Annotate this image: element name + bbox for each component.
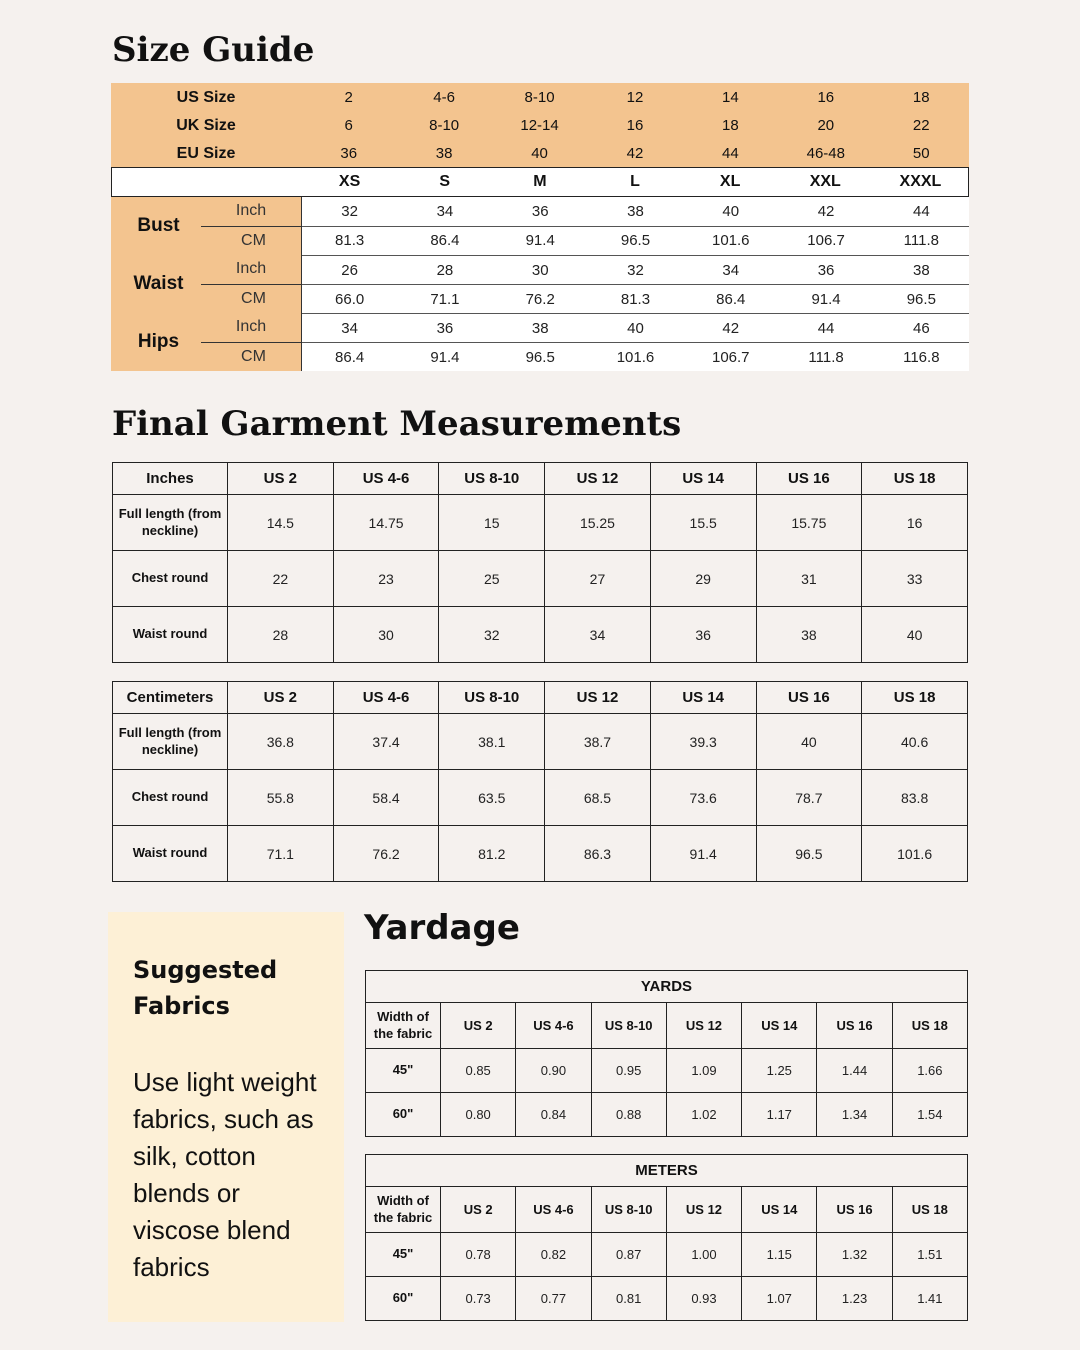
cell: 1.54 [892, 1093, 967, 1137]
cell: 33 [862, 551, 968, 607]
header-cell: US 12 [545, 682, 651, 714]
cell: 106.7 [807, 232, 845, 250]
cell: 111.8 [808, 348, 844, 366]
table-row [113, 826, 968, 882]
row-label: US Size [176, 89, 236, 106]
cell: 63.5 [439, 770, 545, 826]
cell: 12-14 [520, 116, 559, 134]
size-row-eu [111, 139, 969, 167]
cell: 40.6 [862, 714, 968, 770]
cell: 38 [912, 261, 930, 279]
cell: 6 [344, 116, 353, 134]
row-label: 45" [366, 1049, 441, 1093]
table-row [113, 551, 968, 607]
cell: 1.07 [742, 1277, 817, 1321]
letter-size: L [630, 173, 640, 190]
cell: 39.3 [650, 714, 756, 770]
cell: 16 [626, 116, 644, 134]
cell: 23 [333, 551, 439, 607]
measurement-name: Hips [111, 313, 206, 371]
cell: 8-10 [524, 88, 555, 106]
yardage-yards-table [365, 970, 968, 1137]
header-cell: US 4-6 [333, 682, 439, 714]
unit-inch: Inch [201, 255, 301, 285]
cell: 42 [722, 319, 740, 337]
cell: 38.1 [439, 714, 545, 770]
cell: 15.5 [650, 495, 756, 551]
unit-cm: CM [241, 347, 266, 365]
header-cell: US 14 [650, 682, 756, 714]
cell: 1.44 [817, 1049, 892, 1093]
suggested-fabrics-panel [108, 912, 344, 1322]
measurement-waist [111, 255, 969, 313]
cell: 40 [862, 607, 968, 663]
row-label: UK Size [176, 117, 236, 134]
cell: 71.1 [228, 826, 334, 882]
cell: 44 [722, 144, 739, 162]
cell: 20 [817, 116, 835, 134]
table-caption: METERS [366, 1155, 968, 1187]
cell: 37.4 [333, 714, 439, 770]
row-label: Chest round [113, 770, 228, 826]
cell: 81.2 [439, 826, 545, 882]
cell: 29 [650, 551, 756, 607]
letter-size: XXL [809, 173, 841, 190]
yardage-title: Yardage [364, 908, 520, 948]
header-cell: US 16 [756, 682, 862, 714]
table-row [113, 770, 968, 826]
cell: 71.1 [430, 290, 460, 308]
cell: 96.5 [525, 348, 555, 366]
cell: 34 [722, 261, 740, 279]
row-label: Waist round [113, 826, 228, 882]
final-garment-inches-table [112, 462, 968, 663]
letter-size: M [533, 173, 547, 190]
header-cell: US 18 [892, 1003, 967, 1049]
cell: 81.3 [335, 232, 365, 250]
cell: 50 [912, 144, 930, 162]
header-cell: US 2 [441, 1003, 516, 1049]
header-cell: US 18 [892, 1187, 967, 1233]
header-cell: US 12 [666, 1003, 741, 1049]
cell: 46-48 [806, 144, 845, 162]
header-cell: US 18 [862, 682, 968, 714]
cell: 91.4 [430, 348, 460, 366]
cell: 0.77 [516, 1277, 591, 1321]
measurement-name: Waist [111, 255, 206, 313]
table-row [113, 714, 968, 770]
cell: 58.4 [333, 770, 439, 826]
cell: 16 [862, 495, 968, 551]
cell: 1.34 [817, 1093, 892, 1137]
row-label: Full length (from neckline) [113, 714, 228, 770]
unit-inch: Inch [201, 197, 301, 227]
row-label: Waist round [113, 607, 228, 663]
cell: 0.85 [441, 1049, 516, 1093]
cell: 38 [756, 607, 862, 663]
header-cell: US 2 [441, 1187, 516, 1233]
cell: 1.25 [742, 1049, 817, 1093]
cell: 1.41 [892, 1277, 967, 1321]
size-guide-title: Size Guide [112, 30, 315, 70]
header-cell: Width of the fabric [366, 1187, 441, 1233]
cell: 68.5 [545, 770, 651, 826]
table-header-row [366, 1187, 968, 1233]
yardage-meters-table [365, 1154, 968, 1321]
cell: 30 [531, 261, 549, 279]
table-row [113, 495, 968, 551]
cell: 4-6 [433, 88, 455, 106]
cell: 42 [817, 202, 835, 220]
table-row [366, 1093, 968, 1137]
header-cell: US 12 [666, 1187, 741, 1233]
table-caption: YARDS [366, 971, 968, 1003]
cell: 38 [627, 202, 644, 220]
measurement-values [302, 255, 969, 313]
cell: 32 [341, 202, 358, 220]
fabrics-description: Use light weight fabrics, such as silk, cotton blends or viscose blend fabrics [133, 1067, 317, 1282]
row-label: Chest round [113, 551, 228, 607]
cell: 36.8 [228, 714, 334, 770]
cell: 101.6 [616, 348, 655, 366]
cell: 91.4 [525, 232, 555, 250]
cell: 101.6 [711, 232, 750, 250]
header-cell: US 4-6 [516, 1187, 591, 1233]
cell: 25 [439, 551, 545, 607]
cell: 38.7 [545, 714, 651, 770]
cell: 1.09 [666, 1049, 741, 1093]
cell: 12 [626, 88, 644, 106]
cell: 1.02 [666, 1093, 741, 1137]
cell: 40 [627, 319, 644, 337]
size-conversion-block [111, 83, 969, 167]
cell: 66.0 [335, 290, 365, 308]
inch-row [302, 197, 969, 227]
cm-row [302, 227, 969, 256]
table-caption-row [366, 1155, 968, 1187]
cell: 91.4 [811, 290, 841, 308]
header-cell: US 14 [742, 1003, 817, 1049]
header-cell: Inches [113, 463, 228, 495]
cell: 1.00 [666, 1233, 741, 1277]
measurement-values [302, 313, 969, 371]
table-row [366, 1233, 968, 1277]
header-cell: US 18 [862, 463, 968, 495]
cell: 1.66 [892, 1049, 967, 1093]
cell: 0.78 [441, 1233, 516, 1277]
cell: 15 [439, 495, 545, 551]
header-cell: US 8-10 [591, 1187, 666, 1233]
cell: 1.32 [817, 1233, 892, 1277]
cell: 34 [436, 202, 454, 220]
row-label: Full length (from neckline) [113, 495, 228, 551]
header-cell: US 12 [545, 463, 651, 495]
header-cell: US 4-6 [516, 1003, 591, 1049]
cell: 86.3 [545, 826, 651, 882]
cell: 96.5 [620, 232, 651, 250]
measurement-name: Bust [111, 197, 206, 255]
table-caption-row [366, 971, 968, 1003]
cell: 27 [545, 551, 651, 607]
table-header-row [113, 682, 968, 714]
cell: 46 [912, 319, 930, 337]
letter-size-row [111, 167, 969, 197]
cell: 1.23 [817, 1277, 892, 1321]
cell: 0.90 [516, 1049, 591, 1093]
cell: 86.4 [716, 290, 746, 308]
cell: 28 [436, 261, 454, 279]
cell: 0.87 [591, 1233, 666, 1277]
table-header-row [366, 1003, 968, 1049]
cell: 8-10 [429, 116, 460, 134]
cell: 36 [531, 202, 549, 220]
table-row [113, 607, 968, 663]
header-cell: Centimeters [113, 682, 228, 714]
cell: 36 [650, 607, 756, 663]
cell: 38 [435, 144, 453, 162]
size-guide-table [111, 83, 969, 371]
cell: 0.84 [516, 1093, 591, 1137]
table-header-row [113, 463, 968, 495]
unit-labels [206, 313, 302, 371]
cell: 111.8 [903, 232, 939, 250]
cell: 34 [545, 607, 651, 663]
size-row-uk [111, 111, 969, 139]
cell: 40 [531, 144, 548, 162]
header-cell: US 8-10 [439, 463, 545, 495]
fabrics-title: Suggested Fabrics [133, 956, 278, 1020]
cell: 0.81 [591, 1277, 666, 1321]
cell: 14.75 [333, 495, 439, 551]
letter-size: XXXL [899, 173, 942, 190]
cell: 76.2 [525, 290, 555, 308]
header-cell: US 2 [228, 463, 334, 495]
cell: 0.73 [441, 1277, 516, 1321]
unit-cm: CM [241, 231, 266, 249]
cell: 44 [817, 319, 835, 337]
cell: 0.82 [516, 1233, 591, 1277]
cell: 31 [756, 551, 862, 607]
cm-row [302, 343, 969, 371]
final-garment-title: Final Garment Measurements [112, 404, 682, 444]
cell: 32 [627, 261, 644, 279]
cell: 22 [228, 551, 334, 607]
cell: 28 [228, 607, 334, 663]
row-label: 45" [366, 1233, 441, 1277]
letter-size: S [439, 173, 451, 190]
cell: 18 [912, 88, 930, 106]
header-cell: US 4-6 [333, 463, 439, 495]
cell: 101.6 [862, 826, 968, 882]
cell: 32 [439, 607, 545, 663]
cell: 18 [722, 116, 739, 134]
measurement-values [302, 197, 969, 255]
cell: 0.80 [441, 1093, 516, 1137]
cell: 81.3 [620, 290, 651, 308]
table-row [366, 1277, 968, 1321]
cell: 0.93 [666, 1277, 741, 1321]
cell: 78.7 [756, 770, 862, 826]
header-cell: US 8-10 [591, 1003, 666, 1049]
cell: 1.15 [742, 1233, 817, 1277]
cell: 30 [333, 607, 439, 663]
cell: 73.6 [650, 770, 756, 826]
cell: 55.8 [228, 770, 334, 826]
cell: 0.95 [591, 1049, 666, 1093]
header-cell: US 8-10 [439, 682, 545, 714]
cell: 2 [344, 88, 353, 106]
header-cell: Width of the fabric [366, 1003, 441, 1049]
cell: 36 [340, 144, 358, 162]
cell: 1.51 [892, 1233, 967, 1277]
cell: 34 [341, 319, 358, 337]
cell: 96.5 [756, 826, 862, 882]
cell: 14 [722, 88, 739, 106]
cell: 96.5 [906, 290, 936, 308]
size-row-us [111, 83, 969, 111]
cell: 106.7 [711, 348, 750, 366]
cell: 44 [912, 202, 930, 220]
header-cell: US 14 [742, 1187, 817, 1233]
cell: 16 [817, 88, 835, 106]
cell: 40 [722, 202, 740, 220]
cell: 15.25 [545, 495, 651, 551]
cell: 91.4 [650, 826, 756, 882]
unit-labels [206, 197, 302, 255]
cell: 83.8 [862, 770, 968, 826]
cell: 0.88 [591, 1093, 666, 1137]
cell: 1.17 [742, 1093, 817, 1137]
letter-size: XS [338, 173, 361, 190]
inch-row [302, 256, 969, 285]
cell: 76.2 [333, 826, 439, 882]
cell: 36 [436, 319, 454, 337]
cell: 42 [626, 144, 644, 162]
unit-inch: Inch [201, 313, 301, 343]
cell: 22 [912, 116, 930, 134]
measurement-bust [111, 197, 969, 255]
cell: 14.5 [228, 495, 334, 551]
letter-size: XL [719, 173, 741, 190]
cell: 38 [531, 319, 549, 337]
cell: 26 [341, 261, 358, 279]
table-row [366, 1049, 968, 1093]
cm-row [302, 285, 969, 313]
row-label: EU Size [176, 145, 236, 162]
row-label: 60" [366, 1093, 441, 1137]
inch-row [302, 314, 969, 343]
header-cell: US 2 [228, 682, 334, 714]
cell: 36 [817, 261, 835, 279]
header-cell: US 14 [650, 463, 756, 495]
measurement-hips [111, 313, 969, 371]
cell: 15.75 [756, 495, 862, 551]
cell: 40 [756, 714, 862, 770]
cell: 116.8 [903, 348, 940, 366]
cell: 86.4 [430, 232, 460, 250]
header-cell: US 16 [756, 463, 862, 495]
header-cell: US 16 [817, 1187, 892, 1233]
final-garment-cm-table [112, 681, 968, 882]
unit-labels [206, 255, 302, 313]
header-cell: US 16 [817, 1003, 892, 1049]
row-label: 60" [366, 1277, 441, 1321]
unit-cm: CM [241, 289, 266, 307]
cell: 86.4 [335, 348, 365, 366]
